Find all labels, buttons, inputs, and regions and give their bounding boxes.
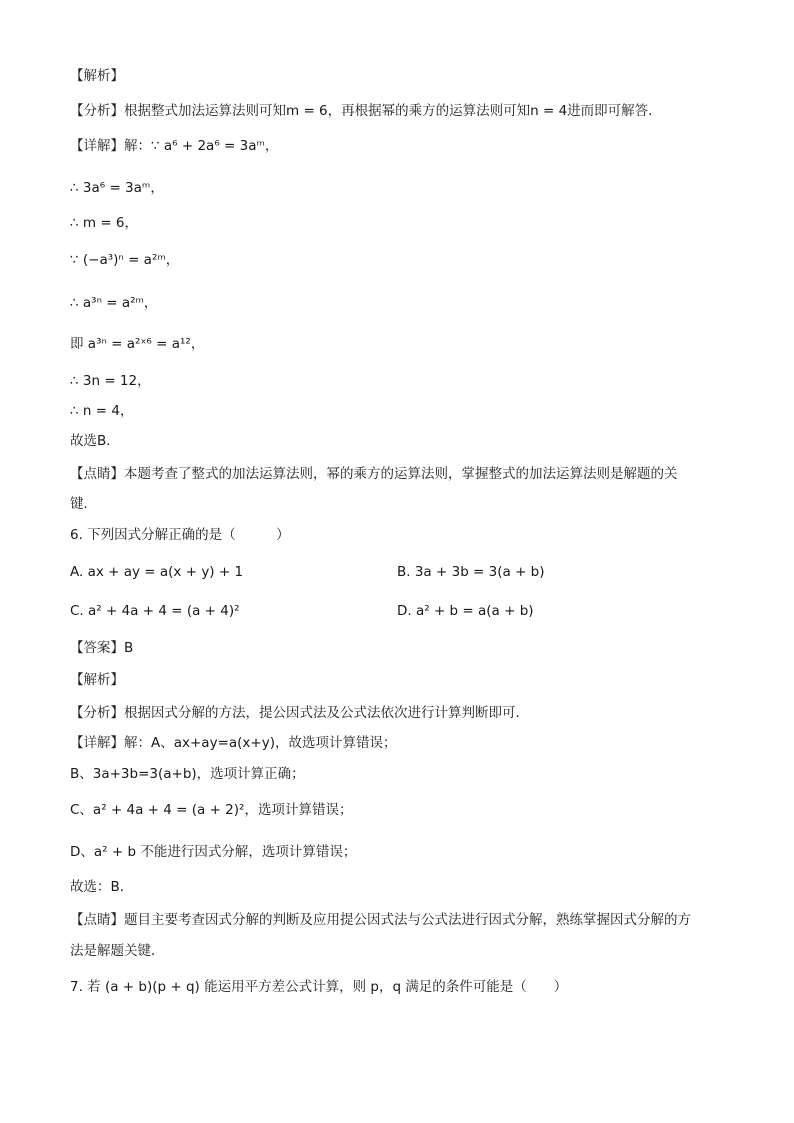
option-c: C. a² + 4a + 4 = (a + 4)² — [70, 603, 240, 619]
detail-conclusion: 故选B． — [70, 433, 120, 449]
option-b: B. 3a + 3b = 3(a + b) — [397, 564, 545, 580]
comment-text: 【点睛】本题考查了整式的加法运算法则，幂的乘方的运算法则，掌握整式的加法运算法则是解题的关 — [70, 466, 678, 482]
detail-step: B、3a+3b=3(a+b)，选项计算正确； — [70, 766, 305, 782]
detail-step: 即 a³ⁿ = a²ˣ⁶ = a¹²， — [70, 336, 205, 352]
comment-text-cont: 键． — [70, 496, 97, 512]
detail-step: 【详解】解：A、ax+ay=a(x+y)，故选项计算错误； — [70, 735, 397, 751]
detail-step: ∴ m = 6， — [70, 215, 139, 231]
option-a: A. ax + ay = a(x + y) + 1 — [70, 564, 244, 580]
detail-step: ∴ n = 4， — [70, 403, 134, 419]
analysis-text: 【分析】根据整式加法运算法则可知m = 6，再根据幂的乘方的运算法则可知n = 4进而即可解答． — [70, 103, 662, 119]
detail-conclusion: 故选：B． — [70, 879, 134, 895]
detail-step: C、a² + 4a + 4 = (a + 2)²，选项计算错误； — [70, 802, 353, 818]
detail-step: ∵ (−a³)ⁿ = a²ᵐ， — [70, 252, 180, 268]
question-6: 6. 下列因式分解正确的是（ ） — [70, 527, 290, 543]
option-d: D. a² + b = a(a + b) — [397, 603, 534, 619]
question-7: 7. 若 (a + b)(p + q) 能运用平方差公式计算，则 p，q 满足的条件可能是（ ） — [70, 979, 568, 995]
comment-text: 【点睛】题目主要考查因式分解的判断及应用提公因式法与公式法进行因式分解，熟练掌握因式分解的方 — [70, 912, 691, 928]
detail-step: D、a² + b 不能进行因式分解，选项计算错误； — [70, 844, 357, 860]
section-heading-analysis: 【解析】 — [70, 68, 124, 84]
detail-step: 【详解】解：∵ a⁶ + 2a⁶ = 3aᵐ， — [70, 138, 279, 154]
section-heading-analysis: 【解析】 — [70, 672, 124, 688]
detail-step: ∴ 3n = 12， — [70, 373, 151, 389]
answer-label: 【答案】B — [70, 640, 134, 656]
comment-text-cont: 法是解题关键． — [70, 943, 165, 959]
analysis-text: 【分析】根据因式分解的方法，提公因式法及公式法依次进行计算判断即可． — [70, 705, 529, 721]
detail-step: ∴ 3a⁶ = 3aᵐ， — [70, 180, 164, 196]
detail-step: ∴ a³ⁿ = a²ᵐ， — [70, 295, 158, 311]
